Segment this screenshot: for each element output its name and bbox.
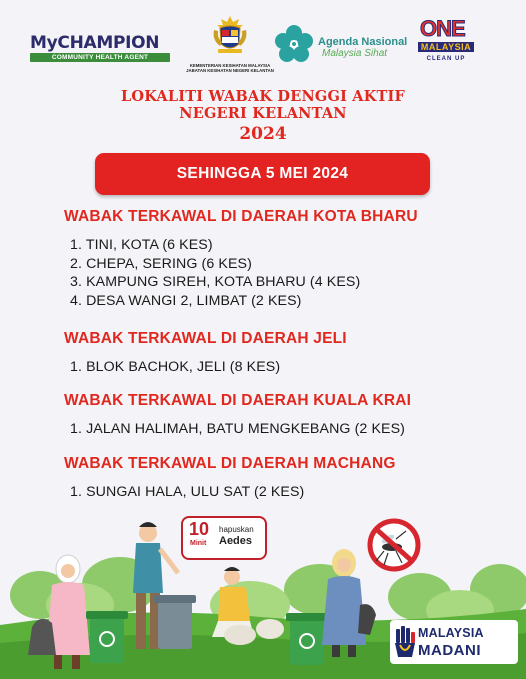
recycle-bin-icon bbox=[86, 611, 128, 663]
title-line1: LOKALITI WABAK DENGGI AKTIF bbox=[120, 88, 406, 105]
badge-line1: hapuskan bbox=[219, 525, 254, 534]
list-item: 1. BLOK BACHOK, JELI (8 KES) bbox=[70, 359, 281, 375]
recycle-bin-icon bbox=[286, 613, 328, 665]
list-item: 1. TINI, KOTA (6 KES) bbox=[70, 237, 213, 253]
campaign-badge bbox=[181, 516, 267, 560]
agenda-line2: Malaysia Sihat bbox=[322, 48, 388, 59]
one-malaysia-middle: MALAYSIA bbox=[418, 42, 474, 52]
kkm-logo bbox=[185, 14, 275, 73]
one-malaysia-bottom: CLEAN UP bbox=[426, 56, 466, 62]
list-item: 1. SUNGAI HALA, ULU SAT (2 KES) bbox=[70, 484, 305, 500]
badge-number: 10 bbox=[189, 519, 210, 539]
malaysia-crest-icon bbox=[208, 14, 252, 58]
section-kota-bharu bbox=[0, 208, 526, 310]
madani-line1: MALAYSIA bbox=[418, 626, 484, 640]
badge-unit: Minit bbox=[190, 540, 207, 547]
madani-line2: MADANI bbox=[418, 642, 481, 659]
one-malaysia-cleanup-logo bbox=[418, 16, 474, 74]
mychampion-title: MyCHAMPION bbox=[30, 33, 160, 53]
kkm-line2: JABATAN KESIHATAN NEGERI KELANTAN bbox=[186, 68, 274, 73]
locality-list bbox=[70, 358, 526, 377]
hibiscus-icon bbox=[274, 24, 314, 64]
list-item: 1. JALAN HALIMAH, BATU MENGKEBANG (2 KES) bbox=[70, 421, 405, 437]
title-line2: NEGERI KELANTAN bbox=[179, 105, 347, 122]
mychampion-subtitle: COMMUNITY HEALTH AGENT bbox=[30, 53, 170, 62]
malaysia-madani-logo bbox=[390, 620, 518, 664]
locality-list bbox=[70, 420, 526, 439]
agenda-line1: Agenda Nasional bbox=[318, 36, 408, 48]
section-machang bbox=[0, 455, 526, 502]
date-banner bbox=[95, 153, 430, 195]
no-mosquito-icon bbox=[366, 517, 422, 573]
poster-title bbox=[0, 88, 526, 144]
list-item: 3. KAMPUNG SIREH, KOTA BHARU (4 KES) bbox=[70, 274, 361, 290]
section-heading: WABAK TERKAWAL DI DAERAH KOTA BHARU bbox=[64, 208, 418, 225]
trash-bin-icon bbox=[154, 595, 196, 649]
kkm-line1: KEMENTERIAN KESIHATAN MALAYSIA bbox=[189, 63, 271, 68]
section-heading: WABAK TERKAWAL DI DAERAH MACHANG bbox=[64, 455, 396, 472]
logo-row bbox=[0, 10, 526, 80]
list-item: 4. DESA WANGI 2, LIMBAT (2 KES) bbox=[70, 292, 302, 309]
date-banner-text: SEHINGGA 5 MEI 2024 bbox=[176, 165, 349, 182]
one-malaysia-top: ONE bbox=[420, 16, 465, 41]
section-heading: WABAK TERKAWAL DI DAERAH JELI bbox=[64, 330, 347, 347]
locality-list bbox=[70, 483, 526, 502]
section-heading: WABAK TERKAWAL DI DAERAH KUALA KRAI bbox=[64, 392, 412, 409]
agenda-nasional-logo bbox=[274, 24, 414, 64]
madani-hand-icon bbox=[394, 625, 416, 659]
badge-line2: Aedes bbox=[219, 535, 253, 547]
section-kuala-krai bbox=[0, 392, 526, 439]
section-jeli bbox=[0, 330, 526, 377]
list-item: 2. CHEPA, SERING (6 KES) bbox=[70, 255, 252, 272]
title-year: 2024 bbox=[239, 124, 287, 144]
locality-list bbox=[70, 236, 526, 310]
mychampion-logo bbox=[30, 34, 170, 62]
